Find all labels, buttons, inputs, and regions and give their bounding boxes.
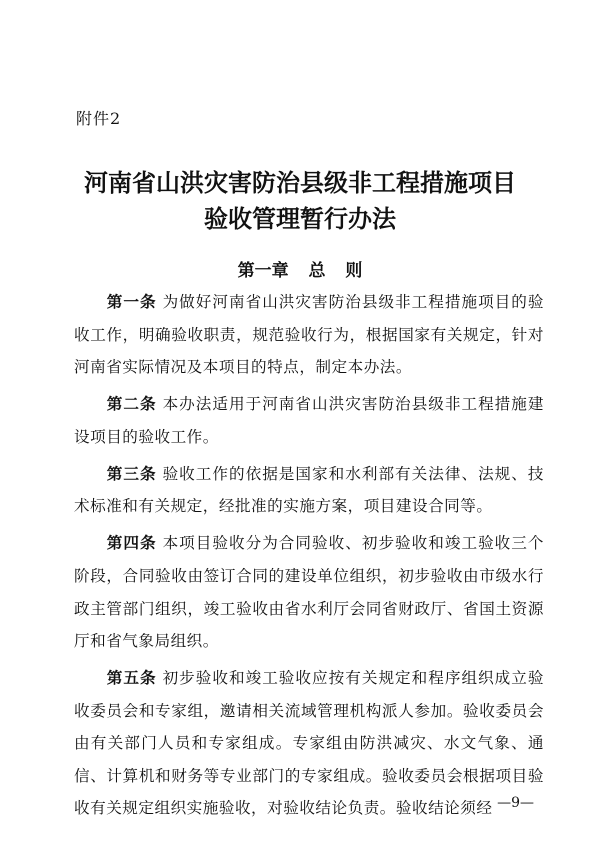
article-number: 第一条 [106,293,157,311]
document-title-line-2: 验收管理暂行办法 [204,205,396,233]
article-3 [74,458,544,523]
article-5 [74,662,544,825]
chapter-heading: 第一章 总 则 [237,261,363,281]
document-body [74,286,544,829]
article-4 [74,527,544,657]
article-number: 第二条 [106,395,157,414]
article-text: 验收工作的依据是国家和水利部有关法律、法规、技术标准和有关规定，经批准的实施方案，项目建设合同等。 [74,464,544,516]
attachment-label: 附件2 [76,109,122,128]
page-number: —9— [497,795,534,811]
article-number: 第五条 [106,669,157,688]
article-2 [74,388,544,453]
document-title-line-1: 河南省山洪灾害防治县级非工程措施项目 [84,169,516,197]
article-1 [74,286,544,384]
article-number: 第三条 [106,464,157,483]
article-text: 初步验收和竣工验收应按有关规定和程序组织成立验收委员会和专家组，邀请相关流域管理机构派人参加。验收委员会由有关部门人员和专家组成。专家组由防洪减灾、水文气象、通信、计算机和财务等专业部门的专家组成。验收委员会根据项目验收有关规定组织实施验收，对验收结论负责。验收结论须经 [74,669,544,818]
article-text: 本办法适用于河南省山洪灾害防治县级非工程措施建设项目的验收工作。 [74,395,544,446]
article-text: 本项目验收分为合同验收、初步验收和竣工验收三个阶段，合同验收由签订合同的建设单位组织，初步验收由市级水行政主管部门组织，竣工验收由省水利厅会同省财政厅、省国土资源厅和省气象局组织。 [74,534,544,651]
article-text: 为做好河南省山洪灾害防治县级非工程措施项目的验收工作，明确验收职责，规范验收行为，根据国家有关规定，针对河南省实际情况及本项目的特点，制定本办法。 [74,293,544,377]
article-number: 第四条 [106,534,157,553]
